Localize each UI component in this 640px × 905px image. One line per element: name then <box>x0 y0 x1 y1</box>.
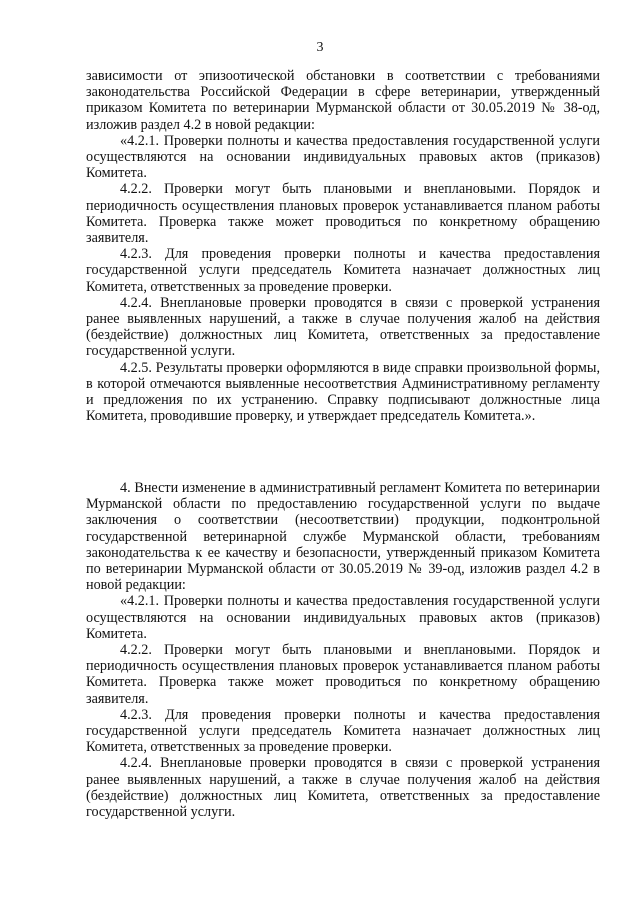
section-b-intro: 4. Внести изменение в административный регламент Комитета по ветеринарии Мурманской области по предоставлению государственной услуги по выдаче заключения о соответствии (несоответствии) продукции, подконтрольной государственной ветеринарной службе Мурманской области, требованиям законодательства к ее качеству и безопасности, утвержденный приказом Комитета по ветеринарии Мурманской области от 30.05.2019 № 39-од, изложив раздел 4.2 в новой редакции: <box>86 480 600 594</box>
section-a-clause-4-2-2: 4.2.2. Проверки могут быть плановыми и внеплановыми. Порядок и периодичность осуществления плановых проверок устанавливается планом работы Комитета. Проверка также может проводиться по конкретному обращению заявителя. <box>86 181 600 247</box>
section-a-intro: зависимости от эпизоотической обстановки в соответствии с требованиями законодательства Российской Федерации в сфере ветеринарии, утвержденный приказом Комитета по ветеринарии Мурманской области от 30.05.2019 № 38-од, изложив раздел 4.2 в новой редакции: <box>86 68 600 133</box>
section-b-clause-4-2-2: 4.2.2. Проверки могут быть плановыми и внеплановыми. Порядок и периодичность осуществления плановых проверок устанавливается планом работы Комитета. Проверка также может проводиться по конкретному обращению заявителя. <box>86 642 600 707</box>
section-a-clause-4-2-1: «4.2.1. Проверки полноты и качества предоставления государственной услуги осуществляются на основании индивидуальных правовых актов (приказов) Комитета. <box>86 132 600 182</box>
section-b-clause-4-2-1: «4.2.1. Проверки полноты и качества предоставления государственной услуги осуществляются на основании индивидуальных правовых актов (приказов) Комитета. <box>86 593 600 642</box>
section-b-clause-4-2-3: 4.2.3. Для проведения проверки полноты и качества предоставления государственной услуги председатель Комитета назначает должностных лиц Комитета, ответственных за проведение проверки. <box>86 706 600 756</box>
page-number: 3 <box>316 40 324 55</box>
section-regulation-38 <box>86 68 600 424</box>
section-regulation-39 <box>86 480 600 820</box>
section-a-clause-4-2-4: 4.2.4. Внеплановые проверки проводятся в связи с проверкой устранения ранее выявленных нарушений, а также в случае получения жалоб на действия (бездействие) должностных лиц Комитета, ответственных за предоставление государственной услуги. <box>86 294 600 360</box>
section-a-clause-4-2-5: 4.2.5. Результаты проверки оформляются в виде справки произвольной формы, в которой отмечаются выявленные несоответствия Административному регламенту и предложения по их устранению. Справку подписывают должностные лица Комитета, проводившие проверку, и утверждает председатель Комитета.». <box>86 359 600 425</box>
section-a-clause-4-2-3: 4.2.3. Для проведения проверки полноты и качества предоставления государственной услуги председатель Комитета назначает должностных лиц Комитета, ответственных за проведение проверки. <box>86 246 600 295</box>
section-b-clause-4-2-4: 4.2.4. Внеплановые проверки проводятся в связи с проверкой устранения ранее выявленных нарушений, а также в случае получения жалоб на действия (бездействие) должностных лиц Комитета, ответственных за предоставление государственной услуги. <box>86 755 600 821</box>
